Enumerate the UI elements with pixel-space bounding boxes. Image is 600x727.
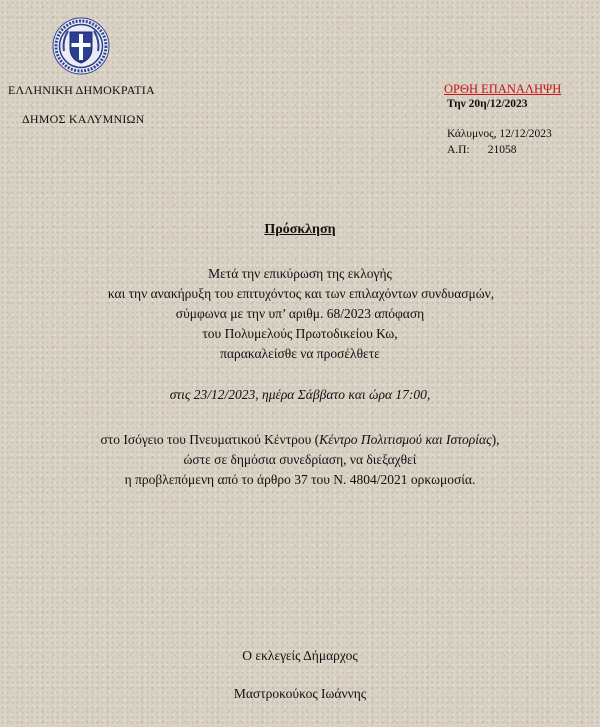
correction-date: Την 20η/12/2023 bbox=[447, 98, 528, 110]
meeting-date-line bbox=[0, 387, 600, 403]
document-title: Πρόσκληση bbox=[264, 222, 336, 237]
signature-title: Ο εκλεγείς Δήμαρχος bbox=[242, 648, 358, 663]
paragraph-line: σύμφωνα με την υπ’ αριθμ. 68/2023 απόφαση bbox=[175, 306, 425, 321]
greek-coat-of-arms-icon bbox=[52, 17, 110, 75]
location-text: στο Ισόγειο του Πνευματικού Κέντρου ( bbox=[100, 432, 320, 447]
signature-name: Μαστροκούκος Ιωάννης bbox=[233, 686, 367, 701]
correction-notice: ΟΡΘΗ ΕΠΑΝΑΛΗΨΗ bbox=[444, 82, 562, 96]
paragraph-line: η προβλεπόμενη από το άρθρο 37 του Ν. 4804/2021 ορκωμοσία. bbox=[124, 472, 476, 487]
location-paragraph bbox=[0, 430, 600, 490]
protocol-number-line bbox=[447, 144, 516, 156]
venue-name: Κέντρο Πολιτισμού και Ιστορίας bbox=[319, 432, 492, 447]
paragraph-line: Μετά την επικύρωση της εκλογής bbox=[208, 266, 392, 281]
location-text-end: ), bbox=[491, 432, 500, 447]
paragraph-line: ώστε σε δημόσια συνεδρίαση, να διεξαχθεί bbox=[183, 452, 417, 467]
paragraph-line: παρακαλείσθε να προσέλθετε bbox=[220, 346, 380, 361]
paragraph-line: του Πολυμελούς Πρωτοδικείου Κω, bbox=[202, 326, 398, 341]
place-and-date: Κάλυμνος, 12/12/2023 bbox=[447, 128, 552, 140]
protocol-label: Α.Π: bbox=[447, 144, 470, 156]
meeting-date-text: στις 23/12/2023, ημέρα Σάββατο και ώρα 17:00, bbox=[169, 387, 431, 402]
municipality-name: ΔΗΜΟΣ ΚΑΛΥΜΝΙΩΝ bbox=[22, 112, 145, 126]
paragraph-line bbox=[0, 430, 600, 450]
invitation-paragraph bbox=[0, 264, 600, 364]
paragraph-line: και την ανακήρυξη του επιτυχόντος και των επιλαχόντων συνδυασμών, bbox=[107, 286, 495, 301]
republic-name: ΕΛΛΗΝΙΚΗ ΔΗΜΟΚΡΑΤΙΑ bbox=[8, 83, 155, 97]
protocol-number: 21058 bbox=[487, 144, 517, 156]
